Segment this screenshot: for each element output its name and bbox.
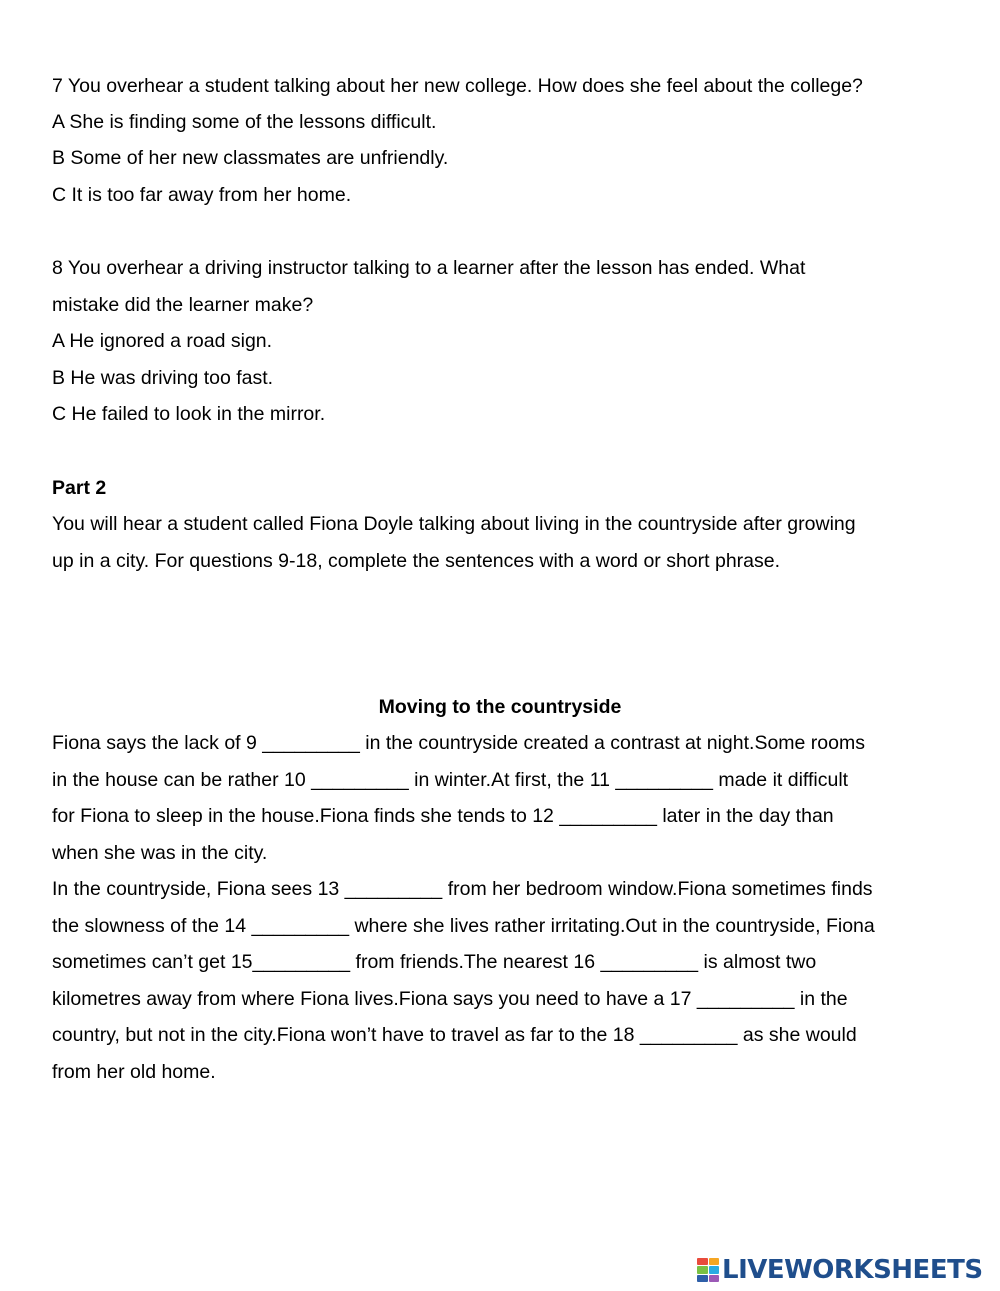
- question-8-line-1: 8 You overhear a driving instructor talking to a learner after the lesson has ended. What: [52, 257, 806, 279]
- gapfill-line-6: the slowness of the 14 _________ where she lives rather irritating.Out in the countryside, Fiona: [52, 915, 875, 937]
- gapfill-line-4: when she was in the city.: [52, 842, 268, 864]
- q7-option-b: B Some of her new classmates are unfriendly.: [52, 147, 449, 169]
- part-2-instructions-line-2: up in a city. For questions 9-18, complete the sentences with a word or short phrase.: [52, 550, 781, 572]
- gapfill-line-7: sometimes can’t get 15_________ from friends.The nearest 16 _________ is almost two: [52, 951, 817, 973]
- gapfill-line-9: country, but not in the city.Fiona won’t have to travel as far to the 18 _________ as she would: [52, 1024, 857, 1046]
- q7-option-a: A She is finding some of the lessons difficult.: [52, 111, 437, 133]
- logo-block: [709, 1275, 720, 1282]
- q8-option-c: C He failed to look in the mirror.: [52, 403, 326, 425]
- q8-option-a: A He ignored a road sign.: [52, 330, 273, 352]
- gapfill-line-1: Fiona says the lack of 9 _________ in the countryside created a contrast at night.Some rooms: [52, 732, 865, 754]
- logo-block: [709, 1258, 720, 1265]
- q8-option-b: B He was driving too fast.: [52, 367, 274, 389]
- gapfill-line-3: for Fiona to sleep in the house.Fiona finds she tends to 12 _________ later in the day than: [52, 805, 834, 827]
- gapfill-line-10: from her old home.: [52, 1061, 216, 1083]
- question-8-line-2: mistake did the learner make?: [52, 294, 314, 316]
- logo-block: [709, 1266, 720, 1273]
- gapfill-line-8: kilometres away from where Fiona lives.Fiona says you need to have a 17 _________ in the: [52, 988, 848, 1010]
- q7-option-c: C It is too far away from her home.: [52, 184, 352, 206]
- gapfill-line-5: In the countryside, Fiona sees 13 _________ from her bedroom window.Fiona sometimes finds: [52, 878, 873, 900]
- logo-block: [697, 1266, 708, 1273]
- logo-blocks-icon: [697, 1258, 719, 1282]
- part-2-heading: Part 2: [52, 477, 107, 499]
- gapfill-line-2: in the house can be rather 10 _________ in winter.At first, the 11 _________ made it difficult: [52, 769, 849, 791]
- logo-text: LIVEWORKSHEETS: [722, 1255, 983, 1285]
- question-7: 7 You overhear a student talking about her new college. How does she feel about the college?: [52, 75, 863, 97]
- part-2-instructions-line-1: You will hear a student called Fiona Doyle talking about living in the countryside after growing: [52, 513, 856, 535]
- liveworksheets-logo: [697, 1255, 983, 1285]
- logo-block: [697, 1258, 708, 1265]
- logo-block: [697, 1275, 708, 1282]
- section-title: Moving to the countryside: [378, 696, 622, 718]
